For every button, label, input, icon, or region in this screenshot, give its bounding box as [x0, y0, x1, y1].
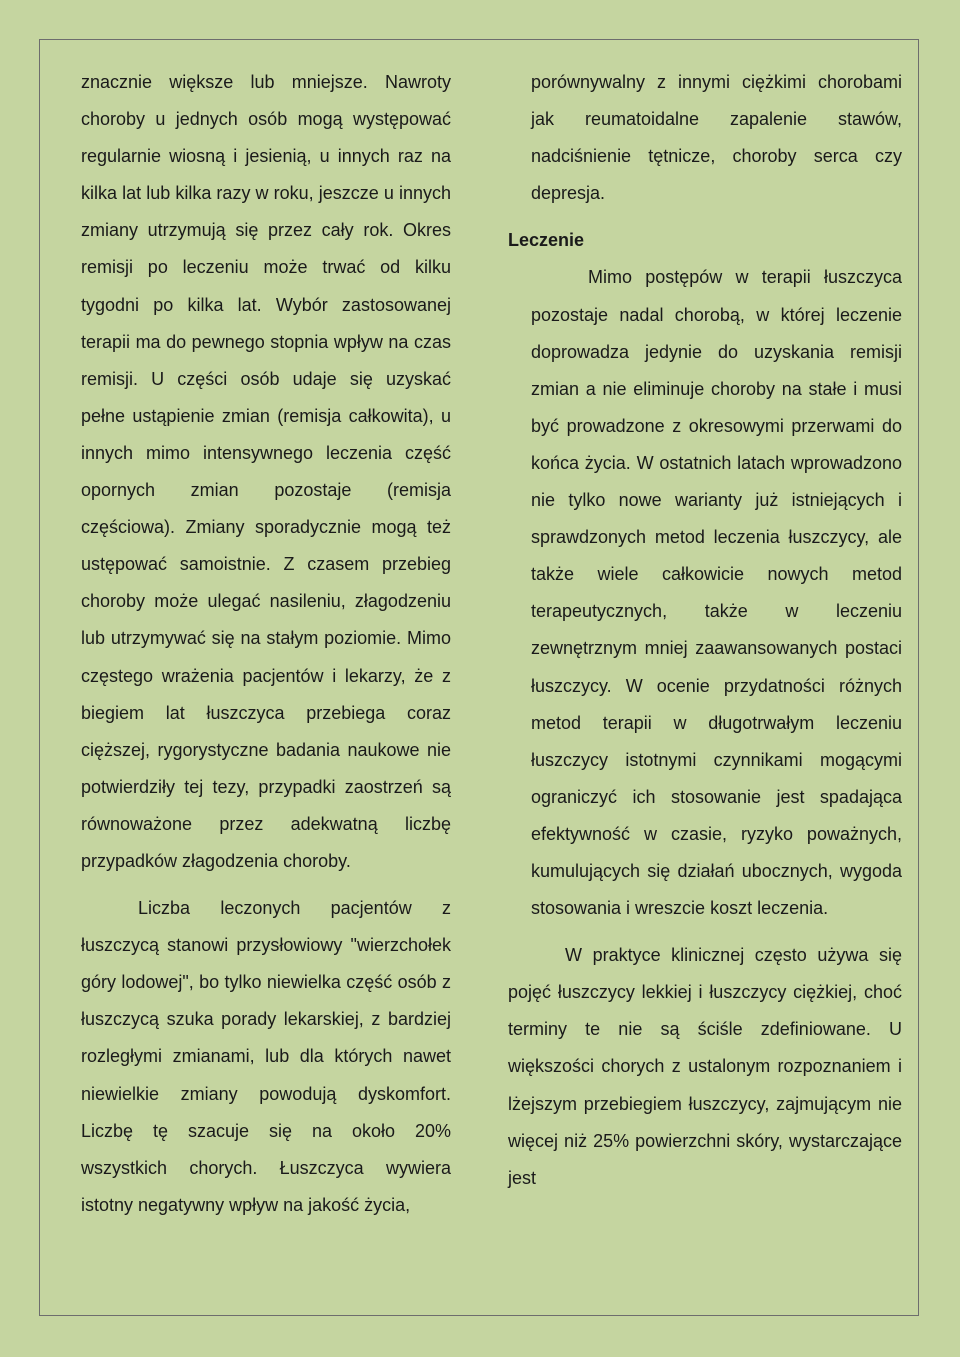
- paragraph-treatment: Mimo postępów w terapii łuszczyca pozostaje nadal chorobą, w której leczenie doprowadza jedynie do uzyskania remisji zmian a nie eliminuje choroby na stałe i musi być prowadzone z okresowymi przerwami do końca życia. W ostatnich latach wprowadzono nie tylko nowe warianty już istniejących i sprawdzonych metod leczenia łuszczycy, ale także wiele całkowicie nowych metod terapeutycznych, także w leczeniu zewnętrznym mniej zaawansowanych postaci łuszczycy. W ocenie przydatności różnych metod terapii w długotrwałym leczeniu łuszczycy istotnymi czynnikami mogącymi ograniczyć ich stosowanie jest spadająca efektywność w czasie, ryzyko poważnych, kumulujących się działań ubocznych, wygoda stosowania i wreszcie koszt leczenia.: [531, 267, 902, 919]
- left-column: [81, 64, 451, 1224]
- right-column: [508, 64, 902, 1197]
- section-heading-treatment: Leczenie: [508, 230, 585, 251]
- paragraph-quality-of-life: porównywalny z innymi ciężkimi chorobami jak reumatoidalne zapalenie stawów, nadciśnienie tętnicze, choroby serca czy depresja.: [531, 72, 902, 204]
- paragraph-patients: Liczba leczonych pacjentów z łuszczycą stanowi przysłowiowy "wierzchołek góry lodowej", bo tylko niewielka część osób z łuszczycą szuka porady lekarskiej, z bardziej rozległymi zmianami, lub dla których nawet niewielkie zmiany powodują dyskomfort. Liczbę tę szacuje się na około 20% wszystkich chorych. Łuszczyca wywiera istotny negatywny wpływ na jakość życia,: [81, 898, 451, 1215]
- paragraph-recurrence: znacznie większe lub mniejsze. Nawroty choroby u jednych osób mogą występować regularnie wiosną i jesienią, u innych raz na kilka lat lub kilka razy w roku, jeszcze u innych zmiany utrzymują się przez cały rok. Okres remisji po leczeniu może trwać od kilku tygodni po kilka lat. Wybór zastosowanej terapii ma do pewnego stopnia wpływ na czas remisji. U części osób udaje się uzyskać pełne ustąpienie zmian (remisja całkowita), u innych mimo intensywnego leczenia część opornych zmian pozostaje (remisja częściowa). Zmiany sporadycznie mogą też ustępować samoistnie. Z czasem przebieg choroby może ulegać nasileniu, złagodzeniu lub utrzymywać się na stałym poziomie. Mimo częstego wrażenia pacjentów i lekarzy, że z biegiem lat łuszczyca przebiega coraz cięższej, rygorystyczne badania naukowe nie potwierdziły tej tezy, przypadki zaostrzeń są równoważone przez adekwatną liczbę przypadków złagodzenia choroby.: [81, 72, 451, 871]
- paragraph-clinical-practice: W praktyce klinicznej często używa się pojęć łuszczycy lekkiej i łuszczycy ciężkiej, choć terminy te nie są ściśle zdefiniowane. U większości chorych z ustalonym rozpoznaniem i lżejszym przebiegiem łuszczycy, zajmującym nie więcej niż 25% powierzchni skóry, wystarczające jest: [508, 945, 902, 1188]
